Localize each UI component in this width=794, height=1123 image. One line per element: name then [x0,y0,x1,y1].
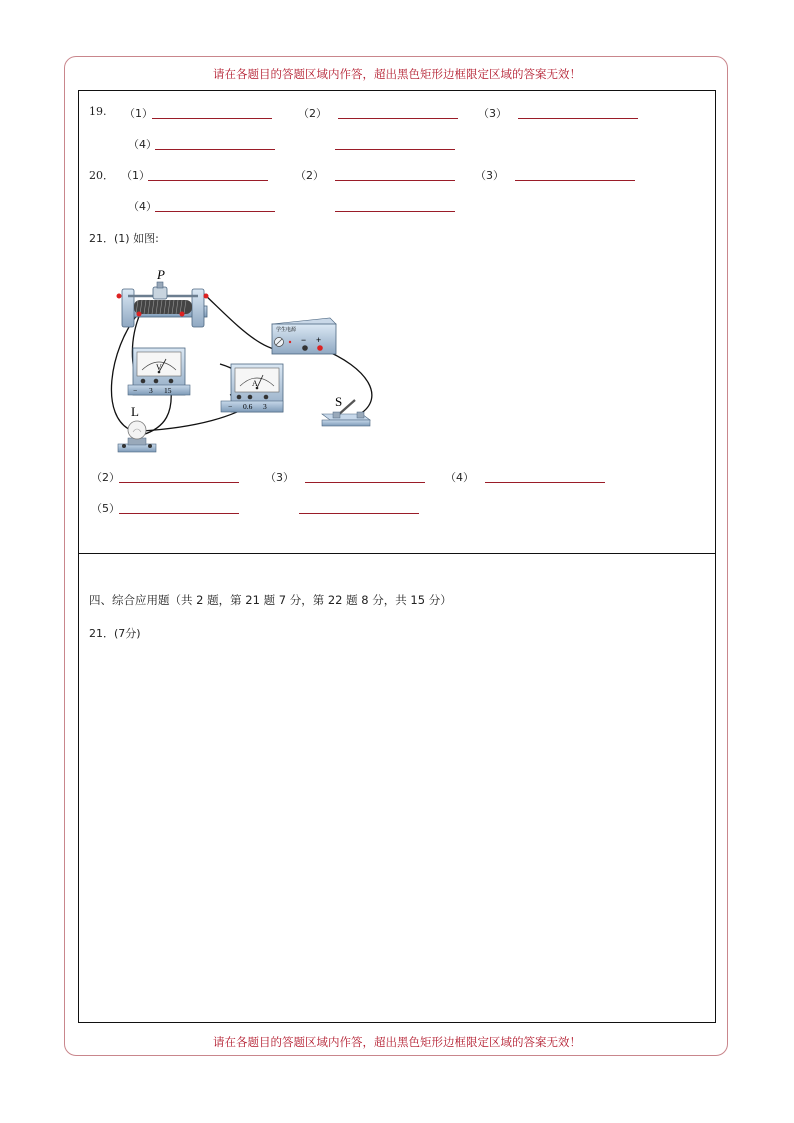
section4-q21-label: 21．(7分) [89,627,141,640]
q20-part1-blank[interactable] [148,180,268,181]
q21-part4-label: （4） [445,471,474,484]
voltmeter-symbol: V [156,363,162,372]
power-supply-label: 学生电源 [276,328,297,333]
q19-part3-label: （3） [478,107,507,120]
q21-part3-label: （3） [265,471,294,484]
q19-part2-label: （2） [298,107,327,120]
power-supply-plus: + [316,335,322,345]
q19-part4-blank-a[interactable] [155,149,275,150]
q19-part2-blank[interactable] [338,118,458,119]
ammeter-terminal-neg: − [228,402,233,411]
lamp-label: L [131,404,139,419]
q19-number: 19. [89,105,107,118]
q21-part5-blank-b[interactable] [299,513,419,514]
voltmeter-terminal-15: 15 [164,386,172,395]
footer-notice: 请在各题目的答题区域内作答，超出黑色矩形边框限定区域的答案无效！ [213,1035,581,1049]
q21-part2-label: （2） [91,471,120,484]
power-supply-minus: − [301,335,307,345]
q20-part1-label: （1） [121,169,150,182]
q21-part5-label: （5） [91,502,120,515]
q19-part4-blank-b[interactable] [335,149,455,150]
q19-part4-label: （4） [128,138,157,151]
switch [322,400,370,426]
slider-label: P [157,268,165,282]
q20-part4-blank-a[interactable] [155,211,275,212]
q20-part2-label: （2） [295,169,324,182]
section-divider [78,553,716,554]
section4-title: 四、综合应用题（共 2 题，第 21 题 7 分，第 22 题 8 分，共 15 分） [89,593,452,607]
voltmeter-terminal-neg: − [133,386,138,395]
ammeter-terminal-3: 3 [263,402,267,411]
q20-part4-label: （4） [128,200,157,213]
switch-label: S [335,394,343,409]
ammeter-symbol: A [252,379,258,388]
section4-q21-answer-area[interactable] [86,648,708,1014]
q21-part5-blank-a[interactable] [119,513,239,514]
q21-part3-blank[interactable] [305,482,425,483]
ammeter-terminal-0-6: 0.6 [243,402,253,411]
q21-part2-blank[interactable] [119,482,239,483]
header-notice: 请在各题目的答题区域内作答，超出黑色矩形边框限定区域的答案无效！ [213,67,581,81]
q19-part3-blank[interactable] [518,118,638,119]
q21-heading: 21．(1) 如图: [89,232,159,245]
q19-part1-label: （1） [124,107,153,120]
q20-part3-blank[interactable] [515,180,635,181]
q20-part4-blank-b[interactable] [335,211,455,212]
voltmeter-terminal-3: 3 [149,386,153,395]
circuit-diagram [100,268,390,460]
q20-part3-label: （3） [475,169,504,182]
q21-part4-blank[interactable] [485,482,605,483]
q19-part1-blank[interactable] [152,118,272,119]
rheostat [117,282,209,327]
q20-number: 20． [89,169,114,182]
q20-part2-blank[interactable] [335,180,455,181]
